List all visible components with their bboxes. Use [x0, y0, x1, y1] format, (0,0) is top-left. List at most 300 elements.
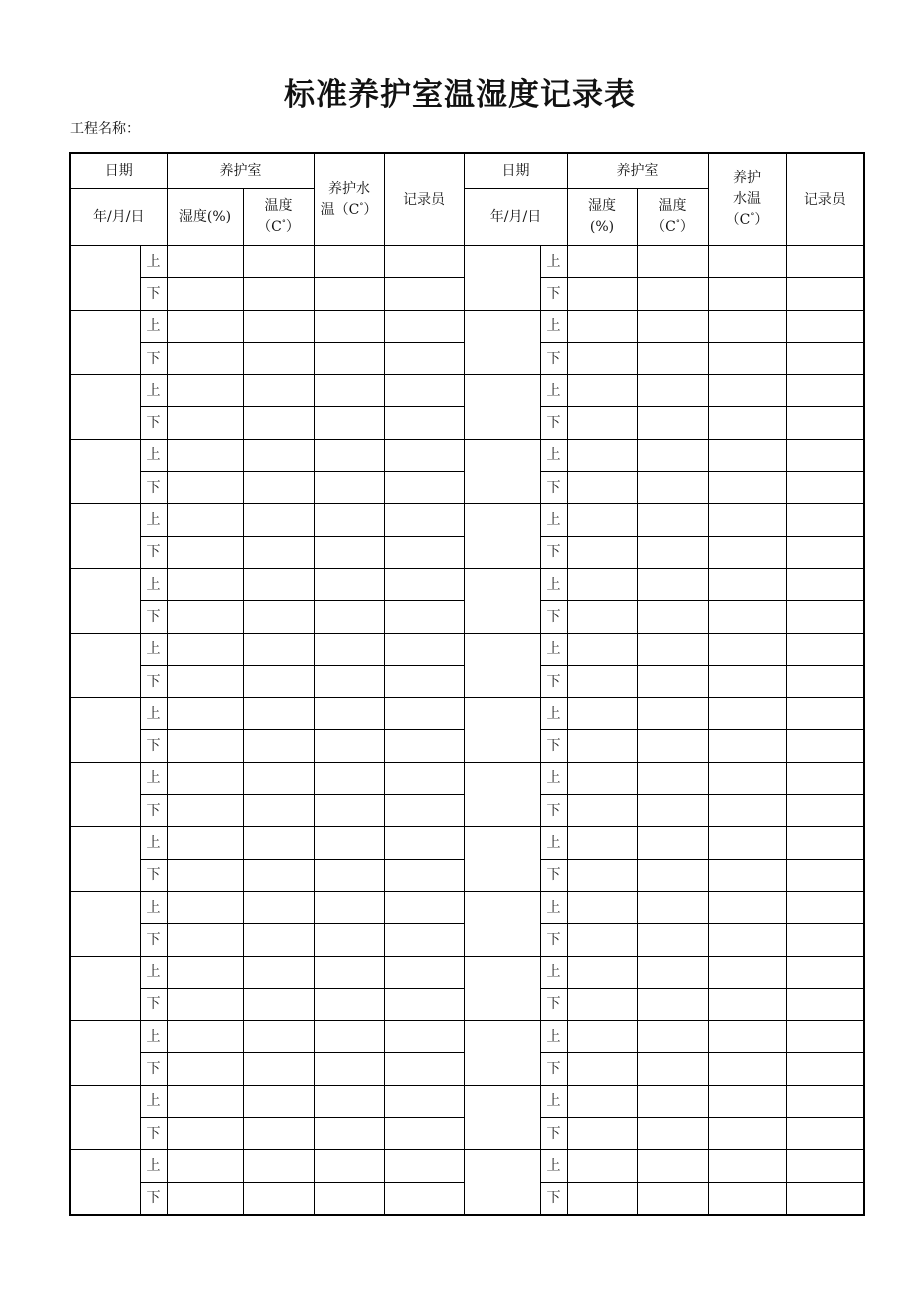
right-temperature-cell-12-pm[interactable] [637, 988, 708, 1020]
right-humidity-cell-13-pm[interactable] [567, 1053, 637, 1085]
right-date-cell-15[interactable] [464, 1150, 540, 1215]
right-recorder-cell-12-am[interactable] [786, 956, 864, 988]
right-water-temp-cell-1-pm[interactable] [708, 278, 786, 310]
right-humidity-cell-12-am[interactable] [567, 956, 637, 988]
right-date-cell-5[interactable] [464, 504, 540, 569]
header-curing-room-right: 养护室 [567, 153, 708, 189]
right-humidity-cell-6-am[interactable] [567, 568, 637, 600]
left-water-temp-cell-2-am[interactable] [314, 310, 384, 342]
right-water-temp-cell-8-am[interactable] [708, 698, 786, 730]
left-date-cell-4[interactable] [70, 439, 140, 504]
left-temperature-cell-7-pm[interactable] [243, 665, 314, 697]
left-temperature-cell-9-pm[interactable] [243, 795, 314, 827]
left-water-temp-cell-1-pm[interactable] [314, 278, 384, 310]
right-recorder-cell-12-pm[interactable] [786, 988, 864, 1020]
right-recorder-cell-10-pm[interactable] [786, 859, 864, 891]
right-recorder-cell-9-am[interactable] [786, 762, 864, 794]
left-recorder-cell-5-am[interactable] [384, 504, 464, 536]
right-water-temp-cell-12-pm[interactable] [708, 988, 786, 1020]
left-recorder-cell-2-pm[interactable] [384, 342, 464, 374]
left-recorder-cell-4-am[interactable] [384, 439, 464, 471]
left-humidity-cell-13-pm[interactable] [167, 1053, 243, 1085]
header-date-right: 日期 [464, 153, 567, 189]
left-humidity-cell-12-pm[interactable] [167, 988, 243, 1020]
left-temperature-cell-5-am[interactable] [243, 504, 314, 536]
right-temperature-cell-4-pm[interactable] [637, 472, 708, 504]
right-humidity-cell-2-am[interactable] [567, 310, 637, 342]
right-half-day-am: 上 [540, 439, 567, 471]
right-temperature-cell-5-am[interactable] [637, 504, 708, 536]
left-recorder-cell-14-am[interactable] [384, 1085, 464, 1117]
left-date-cell-14[interactable] [70, 1085, 140, 1150]
left-water-temp-cell-8-pm[interactable] [314, 730, 384, 762]
right-humidity-cell-11-pm[interactable] [567, 924, 637, 956]
right-humidity-cell-5-pm[interactable] [567, 536, 637, 568]
right-recorder-cell-15-pm[interactable] [786, 1182, 864, 1215]
right-recorder-cell-4-pm[interactable] [786, 472, 864, 504]
left-water-temp-cell-11-pm[interactable] [314, 924, 384, 956]
right-recorder-cell-8-pm[interactable] [786, 730, 864, 762]
right-date-cell-4[interactable] [464, 439, 540, 504]
left-humidity-cell-6-pm[interactable] [167, 601, 243, 633]
right-humidity-cell-13-am[interactable] [567, 1021, 637, 1053]
left-date-cell-7[interactable] [70, 633, 140, 698]
header-humidity-left: 湿度(%) [167, 189, 243, 246]
right-temperature-cell-15-am[interactable] [637, 1150, 708, 1182]
right-date-cell-10[interactable] [464, 827, 540, 892]
right-water-temp-cell-4-pm[interactable] [708, 472, 786, 504]
right-humidity-cell-5-am[interactable] [567, 504, 637, 536]
right-water-temp-cell-3-pm[interactable] [708, 407, 786, 439]
left-recorder-cell-2-am[interactable] [384, 310, 464, 342]
left-half-day-pm: 下 [140, 1053, 167, 1085]
left-humidity-cell-8-am[interactable] [167, 698, 243, 730]
left-humidity-cell-10-am[interactable] [167, 827, 243, 859]
right-recorder-cell-5-pm[interactable] [786, 536, 864, 568]
left-water-temp-cell-14-am[interactable] [314, 1085, 384, 1117]
right-temperature-cell-6-am[interactable] [637, 568, 708, 600]
left-recorder-cell-6-am[interactable] [384, 568, 464, 600]
right-temperature-cell-7-am[interactable] [637, 633, 708, 665]
left-temperature-cell-2-am[interactable] [243, 310, 314, 342]
left-recorder-cell-11-am[interactable] [384, 891, 464, 923]
right-recorder-cell-15-am[interactable] [786, 1150, 864, 1182]
right-half-day-am: 上 [540, 698, 567, 730]
left-half-day-pm: 下 [140, 1182, 167, 1215]
right-humidity-cell-9-am[interactable] [567, 762, 637, 794]
right-water-temp-cell-5-pm[interactable] [708, 536, 786, 568]
left-humidity-cell-9-am[interactable] [167, 762, 243, 794]
right-water-temp-cell-6-am[interactable] [708, 568, 786, 600]
left-humidity-cell-2-pm[interactable] [167, 342, 243, 374]
left-date-cell-2[interactable] [70, 310, 140, 375]
left-recorder-cell-1-am[interactable] [384, 246, 464, 278]
right-humidity-cell-4-pm[interactable] [567, 472, 637, 504]
left-water-temp-cell-4-am[interactable] [314, 439, 384, 471]
right-water-temp-cell-1-am[interactable] [708, 246, 786, 278]
left-recorder-cell-3-am[interactable] [384, 375, 464, 407]
header-water-temp-right-open: （C [725, 212, 751, 228]
right-temperature-cell-13-pm[interactable] [637, 1053, 708, 1085]
right-humidity-cell-8-pm[interactable] [567, 730, 637, 762]
left-date-cell-12[interactable] [70, 956, 140, 1021]
right-temperature-cell-11-am[interactable] [637, 891, 708, 923]
left-humidity-cell-10-pm[interactable] [167, 859, 243, 891]
right-water-temp-cell-13-pm[interactable] [708, 1053, 786, 1085]
right-humidity-cell-11-am[interactable] [567, 891, 637, 923]
right-recorder-cell-13-am[interactable] [786, 1021, 864, 1053]
right-humidity-cell-3-am[interactable] [567, 375, 637, 407]
left-recorder-cell-8-am[interactable] [384, 698, 464, 730]
left-half-day-pm: 下 [140, 665, 167, 697]
right-temperature-cell-15-pm[interactable] [637, 1182, 708, 1215]
left-temperature-cell-12-am[interactable] [243, 956, 314, 988]
left-humidity-cell-8-pm[interactable] [167, 730, 243, 762]
right-temperature-cell-14-am[interactable] [637, 1085, 708, 1117]
header-temperature-right-close: ） [679, 219, 694, 235]
left-humidity-cell-11-pm[interactable] [167, 924, 243, 956]
left-humidity-cell-7-pm[interactable] [167, 665, 243, 697]
right-water-temp-cell-14-am[interactable] [708, 1085, 786, 1117]
left-water-temp-cell-15-pm[interactable] [314, 1182, 384, 1215]
left-recorder-cell-8-pm[interactable] [384, 730, 464, 762]
left-water-temp-cell-10-pm[interactable] [314, 859, 384, 891]
left-recorder-cell-9-pm[interactable] [384, 795, 464, 827]
right-humidity-cell-7-pm[interactable] [567, 665, 637, 697]
left-temperature-cell-8-pm[interactable] [243, 730, 314, 762]
left-temperature-cell-11-pm[interactable] [243, 924, 314, 956]
right-half-day-am: 上 [540, 1150, 567, 1182]
right-humidity-cell-6-pm[interactable] [567, 601, 637, 633]
left-water-temp-cell-1-am[interactable] [314, 246, 384, 278]
left-date-cell-5[interactable] [70, 504, 140, 569]
right-recorder-cell-3-pm[interactable] [786, 407, 864, 439]
left-temperature-cell-1-pm[interactable] [243, 278, 314, 310]
right-temperature-cell-10-am[interactable] [637, 827, 708, 859]
right-temperature-cell-13-am[interactable] [637, 1021, 708, 1053]
left-water-temp-cell-14-pm[interactable] [314, 1118, 384, 1150]
left-humidity-cell-3-am[interactable] [167, 375, 243, 407]
right-date-cell-14[interactable] [464, 1085, 540, 1150]
left-recorder-cell-14-pm[interactable] [384, 1118, 464, 1150]
right-recorder-cell-8-am[interactable] [786, 698, 864, 730]
right-date-cell-11[interactable] [464, 891, 540, 956]
left-temperature-cell-11-am[interactable] [243, 891, 314, 923]
left-date-cell-3[interactable] [70, 375, 140, 440]
left-water-temp-cell-12-pm[interactable] [314, 988, 384, 1020]
left-temperature-cell-8-am[interactable] [243, 698, 314, 730]
right-humidity-cell-1-am[interactable] [567, 246, 637, 278]
right-humidity-cell-14-am[interactable] [567, 1085, 637, 1117]
right-date-cell-7[interactable] [464, 633, 540, 698]
left-temperature-cell-13-am[interactable] [243, 1021, 314, 1053]
right-recorder-cell-7-am[interactable] [786, 633, 864, 665]
right-humidity-cell-14-pm[interactable] [567, 1118, 637, 1150]
right-temperature-cell-1-am[interactable] [637, 246, 708, 278]
left-recorder-cell-10-am[interactable] [384, 827, 464, 859]
right-recorder-cell-1-pm[interactable] [786, 278, 864, 310]
left-humidity-cell-15-pm[interactable] [167, 1182, 243, 1215]
left-water-temp-cell-6-pm[interactable] [314, 601, 384, 633]
header-row-1 [70, 153, 864, 189]
right-recorder-cell-9-pm[interactable] [786, 795, 864, 827]
right-humidity-cell-7-am[interactable] [567, 633, 637, 665]
left-recorder-cell-1-pm[interactable] [384, 278, 464, 310]
table-row [70, 568, 864, 600]
left-recorder-cell-4-pm[interactable] [384, 472, 464, 504]
left-humidity-cell-5-am[interactable] [167, 504, 243, 536]
right-recorder-cell-2-pm[interactable] [786, 342, 864, 374]
right-water-temp-cell-15-pm[interactable] [708, 1182, 786, 1215]
right-water-temp-cell-5-am[interactable] [708, 504, 786, 536]
right-water-temp-cell-14-pm[interactable] [708, 1118, 786, 1150]
left-date-cell-6[interactable] [70, 568, 140, 633]
right-humidity-cell-2-pm[interactable] [567, 342, 637, 374]
left-humidity-cell-1-am[interactable] [167, 246, 243, 278]
right-recorder-cell-7-pm[interactable] [786, 665, 864, 697]
right-humidity-cell-4-am[interactable] [567, 439, 637, 471]
left-recorder-cell-7-pm[interactable] [384, 665, 464, 697]
left-recorder-cell-12-pm[interactable] [384, 988, 464, 1020]
right-temperature-cell-3-am[interactable] [637, 375, 708, 407]
left-water-temp-cell-4-pm[interactable] [314, 472, 384, 504]
right-date-cell-6[interactable] [464, 568, 540, 633]
left-recorder-cell-15-pm[interactable] [384, 1182, 464, 1215]
right-water-temp-cell-11-am[interactable] [708, 891, 786, 923]
right-recorder-cell-11-pm[interactable] [786, 924, 864, 956]
right-water-temp-cell-6-pm[interactable] [708, 601, 786, 633]
right-half-day-pm: 下 [540, 988, 567, 1020]
right-humidity-cell-9-pm[interactable] [567, 795, 637, 827]
left-water-temp-cell-15-am[interactable] [314, 1150, 384, 1182]
header-temperature-left-word: 温度 [264, 198, 293, 214]
right-water-temp-cell-10-am[interactable] [708, 827, 786, 859]
right-humidity-cell-3-pm[interactable] [567, 407, 637, 439]
right-date-cell-9[interactable] [464, 762, 540, 827]
left-date-cell-8[interactable] [70, 698, 140, 763]
left-date-cell-1[interactable] [70, 246, 140, 311]
right-recorder-cell-1-am[interactable] [786, 246, 864, 278]
left-humidity-cell-11-am[interactable] [167, 891, 243, 923]
right-temperature-cell-8-am[interactable] [637, 698, 708, 730]
left-humidity-cell-9-pm[interactable] [167, 795, 243, 827]
left-date-cell-15[interactable] [70, 1150, 140, 1215]
right-temperature-cell-5-pm[interactable] [637, 536, 708, 568]
right-temperature-cell-14-pm[interactable] [637, 1118, 708, 1150]
right-water-temp-cell-9-pm[interactable] [708, 795, 786, 827]
left-temperature-cell-10-am[interactable] [243, 827, 314, 859]
left-recorder-cell-13-pm[interactable] [384, 1053, 464, 1085]
left-recorder-cell-15-am[interactable] [384, 1150, 464, 1182]
left-temperature-cell-6-am[interactable] [243, 568, 314, 600]
right-water-temp-cell-7-pm[interactable] [708, 665, 786, 697]
left-water-temp-cell-6-am[interactable] [314, 568, 384, 600]
right-date-cell-13[interactable] [464, 1021, 540, 1086]
left-water-temp-cell-5-am[interactable] [314, 504, 384, 536]
right-recorder-cell-6-am[interactable] [786, 568, 864, 600]
right-humidity-cell-15-pm[interactable] [567, 1182, 637, 1215]
right-water-temp-cell-12-am[interactable] [708, 956, 786, 988]
right-recorder-cell-14-pm[interactable] [786, 1118, 864, 1150]
table-row [70, 762, 864, 794]
right-recorder-cell-14-am[interactable] [786, 1085, 864, 1117]
left-recorder-cell-3-pm[interactable] [384, 407, 464, 439]
left-temperature-cell-4-pm[interactable] [243, 472, 314, 504]
left-humidity-cell-3-pm[interactable] [167, 407, 243, 439]
right-water-temp-cell-13-am[interactable] [708, 1021, 786, 1053]
right-humidity-cell-8-am[interactable] [567, 698, 637, 730]
right-temperature-cell-9-am[interactable] [637, 762, 708, 794]
right-temperature-cell-2-pm[interactable] [637, 342, 708, 374]
right-recorder-cell-13-pm[interactable] [786, 1053, 864, 1085]
right-date-cell-2[interactable] [464, 310, 540, 375]
left-water-temp-cell-3-pm[interactable] [314, 407, 384, 439]
right-temperature-cell-3-pm[interactable] [637, 407, 708, 439]
left-humidity-cell-14-am[interactable] [167, 1085, 243, 1117]
left-temperature-cell-3-am[interactable] [243, 375, 314, 407]
left-temperature-cell-3-pm[interactable] [243, 407, 314, 439]
right-recorder-cell-10-am[interactable] [786, 827, 864, 859]
right-half-day-pm: 下 [540, 665, 567, 697]
right-humidity-cell-10-am[interactable] [567, 827, 637, 859]
left-recorder-cell-10-pm[interactable] [384, 859, 464, 891]
left-humidity-cell-15-am[interactable] [167, 1150, 243, 1182]
header-date-left: 日期 [70, 153, 167, 189]
left-water-temp-cell-10-am[interactable] [314, 827, 384, 859]
left-recorder-cell-13-am[interactable] [384, 1021, 464, 1053]
right-humidity-cell-15-am[interactable] [567, 1150, 637, 1182]
left-water-temp-cell-11-am[interactable] [314, 891, 384, 923]
left-humidity-cell-14-pm[interactable] [167, 1118, 243, 1150]
right-half-day-am: 上 [540, 568, 567, 600]
left-humidity-cell-13-am[interactable] [167, 1021, 243, 1053]
left-temperature-cell-9-am[interactable] [243, 762, 314, 794]
left-humidity-cell-1-pm[interactable] [167, 278, 243, 310]
left-temperature-cell-15-am[interactable] [243, 1150, 314, 1182]
right-temperature-cell-11-pm[interactable] [637, 924, 708, 956]
left-temperature-cell-5-pm[interactable] [243, 536, 314, 568]
left-recorder-cell-5-pm[interactable] [384, 536, 464, 568]
left-temperature-cell-10-pm[interactable] [243, 859, 314, 891]
right-temperature-cell-12-am[interactable] [637, 956, 708, 988]
right-date-cell-12[interactable] [464, 956, 540, 1021]
right-half-day-am: 上 [540, 633, 567, 665]
right-water-temp-cell-4-am[interactable] [708, 439, 786, 471]
left-temperature-cell-1-am[interactable] [243, 246, 314, 278]
left-temperature-cell-12-pm[interactable] [243, 988, 314, 1020]
right-water-temp-cell-8-pm[interactable] [708, 730, 786, 762]
left-temperature-cell-15-pm[interactable] [243, 1182, 314, 1215]
left-water-temp-cell-5-pm[interactable] [314, 536, 384, 568]
right-recorder-cell-11-am[interactable] [786, 891, 864, 923]
left-date-cell-11[interactable] [70, 891, 140, 956]
right-water-temp-cell-15-am[interactable] [708, 1150, 786, 1182]
left-water-temp-cell-8-am[interactable] [314, 698, 384, 730]
right-water-temp-cell-2-am[interactable] [708, 310, 786, 342]
left-water-temp-cell-12-am[interactable] [314, 956, 384, 988]
left-recorder-cell-9-am[interactable] [384, 762, 464, 794]
left-recorder-cell-12-am[interactable] [384, 956, 464, 988]
left-water-temp-cell-13-pm[interactable] [314, 1053, 384, 1085]
left-temperature-cell-4-am[interactable] [243, 439, 314, 471]
right-temperature-cell-10-pm[interactable] [637, 859, 708, 891]
right-temperature-cell-4-am[interactable] [637, 439, 708, 471]
right-water-temp-cell-11-pm[interactable] [708, 924, 786, 956]
left-water-temp-cell-3-am[interactable] [314, 375, 384, 407]
left-recorder-cell-11-pm[interactable] [384, 924, 464, 956]
header-humidity-right-unit: (%) [589, 219, 615, 235]
left-water-temp-cell-13-am[interactable] [314, 1021, 384, 1053]
left-temperature-cell-6-pm[interactable] [243, 601, 314, 633]
left-date-cell-10[interactable] [70, 827, 140, 892]
left-date-cell-9[interactable] [70, 762, 140, 827]
right-date-cell-3[interactable] [464, 375, 540, 440]
left-humidity-cell-6-am[interactable] [167, 568, 243, 600]
left-humidity-cell-5-pm[interactable] [167, 536, 243, 568]
right-water-temp-cell-10-pm[interactable] [708, 859, 786, 891]
right-half-day-am: 上 [540, 891, 567, 923]
right-half-day-am: 上 [540, 246, 567, 278]
right-half-day-pm: 下 [540, 795, 567, 827]
left-humidity-cell-4-pm[interactable] [167, 472, 243, 504]
right-recorder-cell-2-am[interactable] [786, 310, 864, 342]
left-half-day-am: 上 [140, 956, 167, 988]
left-recorder-cell-7-am[interactable] [384, 633, 464, 665]
right-humidity-cell-10-pm[interactable] [567, 859, 637, 891]
right-temperature-cell-7-pm[interactable] [637, 665, 708, 697]
right-water-temp-cell-2-pm[interactable] [708, 342, 786, 374]
right-humidity-cell-1-pm[interactable] [567, 278, 637, 310]
left-humidity-cell-7-am[interactable] [167, 633, 243, 665]
right-water-temp-cell-7-am[interactable] [708, 633, 786, 665]
right-water-temp-cell-3-am[interactable] [708, 375, 786, 407]
left-temperature-cell-14-am[interactable] [243, 1085, 314, 1117]
right-temperature-cell-9-pm[interactable] [637, 795, 708, 827]
left-half-day-pm: 下 [140, 795, 167, 827]
right-humidity-cell-12-pm[interactable] [567, 988, 637, 1020]
left-recorder-cell-6-pm[interactable] [384, 601, 464, 633]
left-water-temp-cell-9-am[interactable] [314, 762, 384, 794]
right-half-day-pm: 下 [540, 536, 567, 568]
right-recorder-cell-6-pm[interactable] [786, 601, 864, 633]
left-water-temp-cell-2-pm[interactable] [314, 342, 384, 374]
left-temperature-cell-13-pm[interactable] [243, 1053, 314, 1085]
left-temperature-cell-7-am[interactable] [243, 633, 314, 665]
left-temperature-cell-14-pm[interactable] [243, 1118, 314, 1150]
right-recorder-cell-3-am[interactable] [786, 375, 864, 407]
right-recorder-cell-4-am[interactable] [786, 439, 864, 471]
right-date-cell-8[interactable] [464, 698, 540, 763]
header-recorder-left: 记录员 [384, 153, 464, 246]
right-recorder-cell-5-am[interactable] [786, 504, 864, 536]
left-date-cell-13[interactable] [70, 1021, 140, 1086]
header-temperature-left-open: （C [257, 219, 282, 235]
left-water-temp-cell-9-pm[interactable] [314, 795, 384, 827]
right-temperature-cell-6-pm[interactable] [637, 601, 708, 633]
right-date-cell-1[interactable] [464, 246, 540, 311]
right-temperature-cell-1-pm[interactable] [637, 278, 708, 310]
left-half-day-pm: 下 [140, 988, 167, 1020]
left-water-temp-cell-7-am[interactable] [314, 633, 384, 665]
left-temperature-cell-2-pm[interactable] [243, 342, 314, 374]
right-temperature-cell-8-pm[interactable] [637, 730, 708, 762]
right-water-temp-cell-9-am[interactable] [708, 762, 786, 794]
left-humidity-cell-2-am[interactable] [167, 310, 243, 342]
left-humidity-cell-12-am[interactable] [167, 956, 243, 988]
right-temperature-cell-2-am[interactable] [637, 310, 708, 342]
left-humidity-cell-4-am[interactable] [167, 439, 243, 471]
left-water-temp-cell-7-pm[interactable] [314, 665, 384, 697]
